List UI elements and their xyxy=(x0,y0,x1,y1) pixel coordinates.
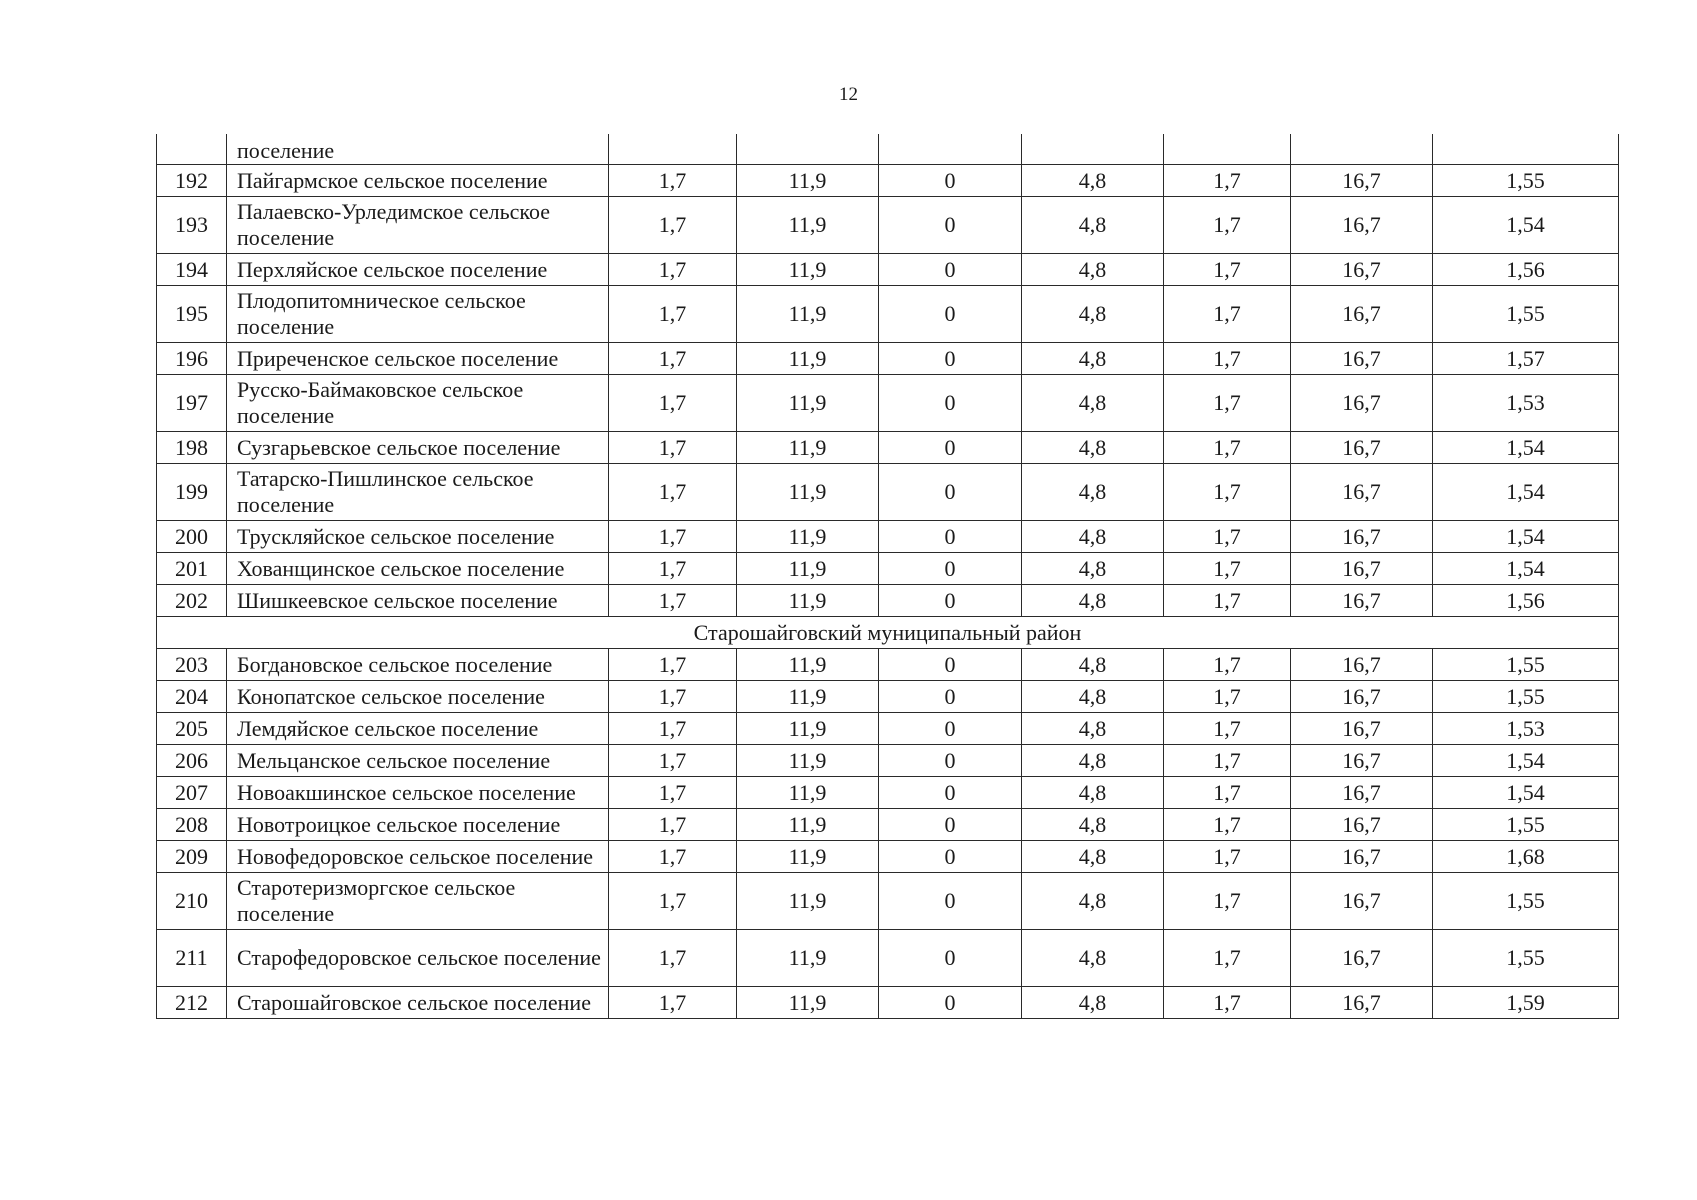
cell-name: Хованщинское сельское поселение xyxy=(227,553,609,585)
cell-value: 4,8 xyxy=(1022,464,1164,521)
cell-num: 194 xyxy=(157,254,227,286)
cell-value: 1,7 xyxy=(609,286,737,343)
cell-value: 1,7 xyxy=(609,254,737,286)
section-header-row xyxy=(157,617,1619,649)
cell-value: 1,7 xyxy=(1164,165,1291,197)
cell-value: 11,9 xyxy=(737,681,879,713)
cell-name: Старофедоровское сельское поселение xyxy=(227,930,609,987)
cell-value: 1,56 xyxy=(1433,585,1619,617)
cell-value: 1,7 xyxy=(1164,809,1291,841)
cell-value: 0 xyxy=(879,777,1022,809)
cell-value: 4,8 xyxy=(1022,841,1164,873)
cell-num: 209 xyxy=(157,841,227,873)
cell-value: 1,55 xyxy=(1433,809,1619,841)
cell-value: 11,9 xyxy=(737,841,879,873)
cell-name: Старотеризморгское сельское поселение xyxy=(227,873,609,930)
cell-value: 16,7 xyxy=(1291,165,1433,197)
table-row xyxy=(157,464,1619,521)
cell-value: 4,8 xyxy=(1022,930,1164,987)
cell-value: 11,9 xyxy=(737,987,879,1019)
cell-value: 16,7 xyxy=(1291,841,1433,873)
cell-value: 16,7 xyxy=(1291,432,1433,464)
cell-value: 1,7 xyxy=(1164,713,1291,745)
cell-value: 0 xyxy=(879,585,1022,617)
cell-value: 16,7 xyxy=(1291,375,1433,432)
cell-value: 4,8 xyxy=(1022,343,1164,375)
cell-value: 0 xyxy=(879,286,1022,343)
cell-value: 16,7 xyxy=(1291,745,1433,777)
cell-value: 11,9 xyxy=(737,585,879,617)
cell-name: Пайгармское сельское поселение xyxy=(227,165,609,197)
cell-value: 0 xyxy=(879,553,1022,585)
cell-value: 1,54 xyxy=(1433,777,1619,809)
data-table xyxy=(156,134,1619,1019)
cell-value: 16,7 xyxy=(1291,464,1433,521)
cell-num: 198 xyxy=(157,432,227,464)
cell-value: 4,8 xyxy=(1022,286,1164,343)
cell-value: 1,56 xyxy=(1433,254,1619,286)
cell-value: 11,9 xyxy=(737,464,879,521)
cell-value: 4,8 xyxy=(1022,809,1164,841)
cell-value: 0 xyxy=(879,649,1022,681)
cell-value xyxy=(1164,134,1291,165)
cell-num: 212 xyxy=(157,987,227,1019)
cell-value: 11,9 xyxy=(737,553,879,585)
cell-value: 16,7 xyxy=(1291,777,1433,809)
cell-value: 1,7 xyxy=(609,873,737,930)
cell-name: Татарско-Пишлинское сельское поселение xyxy=(227,464,609,521)
cell-value: 1,7 xyxy=(1164,464,1291,521)
cell-value: 11,9 xyxy=(737,809,879,841)
cell-value: 0 xyxy=(879,713,1022,745)
cell-name: Плодопитомническое сельское поселение xyxy=(227,286,609,343)
cell-value: 11,9 xyxy=(737,930,879,987)
cell-name: поселение xyxy=(227,134,609,165)
cell-value: 1,7 xyxy=(1164,585,1291,617)
table-row xyxy=(157,432,1619,464)
table-row xyxy=(157,553,1619,585)
cell-value: 11,9 xyxy=(737,873,879,930)
cell-value: 11,9 xyxy=(737,375,879,432)
cell-value xyxy=(1433,134,1619,165)
cell-value: 1,7 xyxy=(1164,197,1291,254)
cell-num: 207 xyxy=(157,777,227,809)
cell-value: 1,7 xyxy=(1164,841,1291,873)
cell-value: 0 xyxy=(879,873,1022,930)
cell-value: 0 xyxy=(879,930,1022,987)
table-row xyxy=(157,649,1619,681)
cell-value: 11,9 xyxy=(737,777,879,809)
cell-value: 1,7 xyxy=(1164,681,1291,713)
cell-value: 0 xyxy=(879,521,1022,553)
cell-value: 11,9 xyxy=(737,432,879,464)
cell-num: 201 xyxy=(157,553,227,585)
cell-value: 4,8 xyxy=(1022,745,1164,777)
cell-name: Шишкеевское сельское поселение xyxy=(227,585,609,617)
table-row xyxy=(157,585,1619,617)
cell-value: 16,7 xyxy=(1291,809,1433,841)
cell-value: 1,7 xyxy=(1164,375,1291,432)
cell-value: 4,8 xyxy=(1022,777,1164,809)
cell-value: 16,7 xyxy=(1291,930,1433,987)
cell-value: 16,7 xyxy=(1291,873,1433,930)
cell-value: 1,57 xyxy=(1433,343,1619,375)
cell-name: Конопатское сельское поселение xyxy=(227,681,609,713)
table-row xyxy=(157,873,1619,930)
cell-value: 1,7 xyxy=(609,375,737,432)
cell-value: 1,7 xyxy=(1164,930,1291,987)
cell-value: 11,9 xyxy=(737,343,879,375)
table-row xyxy=(157,343,1619,375)
cell-value: 16,7 xyxy=(1291,987,1433,1019)
cell-value: 0 xyxy=(879,809,1022,841)
cell-value: 1,7 xyxy=(609,432,737,464)
table-row xyxy=(157,745,1619,777)
cell-value: 0 xyxy=(879,841,1022,873)
cell-value: 0 xyxy=(879,432,1022,464)
cell-value: 1,7 xyxy=(1164,777,1291,809)
cell-num: 192 xyxy=(157,165,227,197)
cell-value: 1,7 xyxy=(609,649,737,681)
cell-value: 16,7 xyxy=(1291,254,1433,286)
cell-num: 197 xyxy=(157,375,227,432)
cell-value: 16,7 xyxy=(1291,681,1433,713)
cell-value xyxy=(1022,134,1164,165)
cell-value: 1,7 xyxy=(1164,286,1291,343)
cell-value: 1,7 xyxy=(609,713,737,745)
cell-value: 16,7 xyxy=(1291,553,1433,585)
cell-value: 1,7 xyxy=(609,585,737,617)
cell-value: 11,9 xyxy=(737,254,879,286)
cell-value: 1,7 xyxy=(609,987,737,1019)
cell-name: Лемдяйское сельское поселение xyxy=(227,713,609,745)
cell-name: Богдановское сельское поселение xyxy=(227,649,609,681)
table-row xyxy=(157,286,1619,343)
table-row xyxy=(157,197,1619,254)
table-row xyxy=(157,681,1619,713)
cell-value: 1,54 xyxy=(1433,745,1619,777)
cell-value: 0 xyxy=(879,375,1022,432)
table-row xyxy=(157,165,1619,197)
cell-value: 1,54 xyxy=(1433,197,1619,254)
table-row-continuation xyxy=(157,134,1619,165)
table-row xyxy=(157,375,1619,432)
table-row xyxy=(157,777,1619,809)
cell-value: 1,55 xyxy=(1433,649,1619,681)
cell-value: 1,55 xyxy=(1433,681,1619,713)
cell-value: 4,8 xyxy=(1022,375,1164,432)
cell-name: Трускляйское сельское поселение xyxy=(227,521,609,553)
cell-value: 1,7 xyxy=(1164,254,1291,286)
cell-value: 4,8 xyxy=(1022,987,1164,1019)
cell-name: Палаевско-Урледимское сельское поселение xyxy=(227,197,609,254)
cell-value: 1,68 xyxy=(1433,841,1619,873)
cell-value: 1,7 xyxy=(609,197,737,254)
cell-value: 0 xyxy=(879,165,1022,197)
cell-value: 1,7 xyxy=(1164,432,1291,464)
cell-value: 1,7 xyxy=(609,521,737,553)
cell-value: 4,8 xyxy=(1022,873,1164,930)
cell-value: 0 xyxy=(879,987,1022,1019)
cell-value: 1,7 xyxy=(1164,553,1291,585)
cell-value: 4,8 xyxy=(1022,521,1164,553)
cell-num: 208 xyxy=(157,809,227,841)
cell-name: Новоакшинское сельское поселение xyxy=(227,777,609,809)
cell-value: 4,8 xyxy=(1022,585,1164,617)
cell-name: Мельцанское сельское поселение xyxy=(227,745,609,777)
cell-name: Новотроицкое сельское поселение xyxy=(227,809,609,841)
cell-value: 1,55 xyxy=(1433,286,1619,343)
cell-value: 1,54 xyxy=(1433,464,1619,521)
cell-name: Новофедоровское сельское поселение xyxy=(227,841,609,873)
table-row xyxy=(157,930,1619,987)
cell-value: 1,7 xyxy=(1164,873,1291,930)
cell-value: 0 xyxy=(879,254,1022,286)
cell-value: 1,7 xyxy=(1164,745,1291,777)
cell-value: 16,7 xyxy=(1291,197,1433,254)
cell-num: 195 xyxy=(157,286,227,343)
cell-value xyxy=(737,134,879,165)
cell-value xyxy=(609,134,737,165)
cell-value: 11,9 xyxy=(737,197,879,254)
cell-value: 1,7 xyxy=(609,809,737,841)
cell-value: 11,9 xyxy=(737,286,879,343)
table-row xyxy=(157,987,1619,1019)
cell-name: Сузгарьевское сельское поселение xyxy=(227,432,609,464)
cell-value xyxy=(1291,134,1433,165)
cell-num: 203 xyxy=(157,649,227,681)
cell-value: 16,7 xyxy=(1291,585,1433,617)
table-row xyxy=(157,841,1619,873)
cell-value: 0 xyxy=(879,745,1022,777)
cell-value: 1,7 xyxy=(609,930,737,987)
cell-value: 1,7 xyxy=(609,165,737,197)
cell-value: 11,9 xyxy=(737,521,879,553)
cell-num: 204 xyxy=(157,681,227,713)
cell-name: Перхляйское сельское поселение xyxy=(227,254,609,286)
cell-value: 16,7 xyxy=(1291,286,1433,343)
cell-value: 4,8 xyxy=(1022,553,1164,585)
cell-value: 4,8 xyxy=(1022,432,1164,464)
cell-value: 4,8 xyxy=(1022,165,1164,197)
cell-value: 4,8 xyxy=(1022,713,1164,745)
cell-value: 16,7 xyxy=(1291,649,1433,681)
cell-value: 1,55 xyxy=(1433,873,1619,930)
cell-value: 1,7 xyxy=(609,777,737,809)
cell-value: 0 xyxy=(879,197,1022,254)
cell-value: 16,7 xyxy=(1291,713,1433,745)
cell-value: 4,8 xyxy=(1022,649,1164,681)
cell-value: 1,53 xyxy=(1433,375,1619,432)
cell-value: 1,7 xyxy=(1164,343,1291,375)
cell-name: Старошайговское сельское поселение xyxy=(227,987,609,1019)
page-number: 12 xyxy=(839,84,858,105)
cell-num: 205 xyxy=(157,713,227,745)
cell-num: 206 xyxy=(157,745,227,777)
cell-num: 200 xyxy=(157,521,227,553)
cell-value: 16,7 xyxy=(1291,521,1433,553)
cell-value: 1,7 xyxy=(609,841,737,873)
cell-value xyxy=(879,134,1022,165)
cell-num: 210 xyxy=(157,873,227,930)
table-row xyxy=(157,521,1619,553)
cell-value: 1,7 xyxy=(1164,649,1291,681)
cell-value: 1,55 xyxy=(1433,930,1619,987)
cell-name: Русско-Баймаковское сельское поселение xyxy=(227,375,609,432)
cell-value: 1,7 xyxy=(1164,521,1291,553)
cell-value: 0 xyxy=(879,464,1022,521)
cell-value: 1,7 xyxy=(609,464,737,521)
cell-num: 199 xyxy=(157,464,227,521)
cell-value: 4,8 xyxy=(1022,197,1164,254)
cell-value: 1,53 xyxy=(1433,713,1619,745)
cell-value: 1,54 xyxy=(1433,432,1619,464)
cell-value: 0 xyxy=(879,343,1022,375)
cell-value: 4,8 xyxy=(1022,681,1164,713)
table-row xyxy=(157,254,1619,286)
cell-num: 202 xyxy=(157,585,227,617)
cell-value: 11,9 xyxy=(737,165,879,197)
cell-value: 1,7 xyxy=(1164,987,1291,1019)
table-body xyxy=(157,134,1619,1019)
cell-num xyxy=(157,134,227,165)
cell-value: 1,59 xyxy=(1433,987,1619,1019)
cell-num: 211 xyxy=(157,930,227,987)
cell-value: 11,9 xyxy=(737,649,879,681)
cell-num: 193 xyxy=(157,197,227,254)
table-row xyxy=(157,713,1619,745)
cell-value: 1,54 xyxy=(1433,553,1619,585)
cell-value: 1,7 xyxy=(609,553,737,585)
cell-value: 1,54 xyxy=(1433,521,1619,553)
cell-value: 1,7 xyxy=(609,343,737,375)
cell-value: 16,7 xyxy=(1291,343,1433,375)
table-row xyxy=(157,809,1619,841)
cell-value: 4,8 xyxy=(1022,254,1164,286)
cell-value: 0 xyxy=(879,681,1022,713)
cell-value: 11,9 xyxy=(737,745,879,777)
cell-value: 11,9 xyxy=(737,713,879,745)
section-title: Старошайговский муниципальный район xyxy=(157,617,1619,649)
cell-value: 1,7 xyxy=(609,681,737,713)
cell-num: 196 xyxy=(157,343,227,375)
cell-value: 1,55 xyxy=(1433,165,1619,197)
cell-value: 1,7 xyxy=(609,745,737,777)
cell-name: Приреченское сельское поселение xyxy=(227,343,609,375)
